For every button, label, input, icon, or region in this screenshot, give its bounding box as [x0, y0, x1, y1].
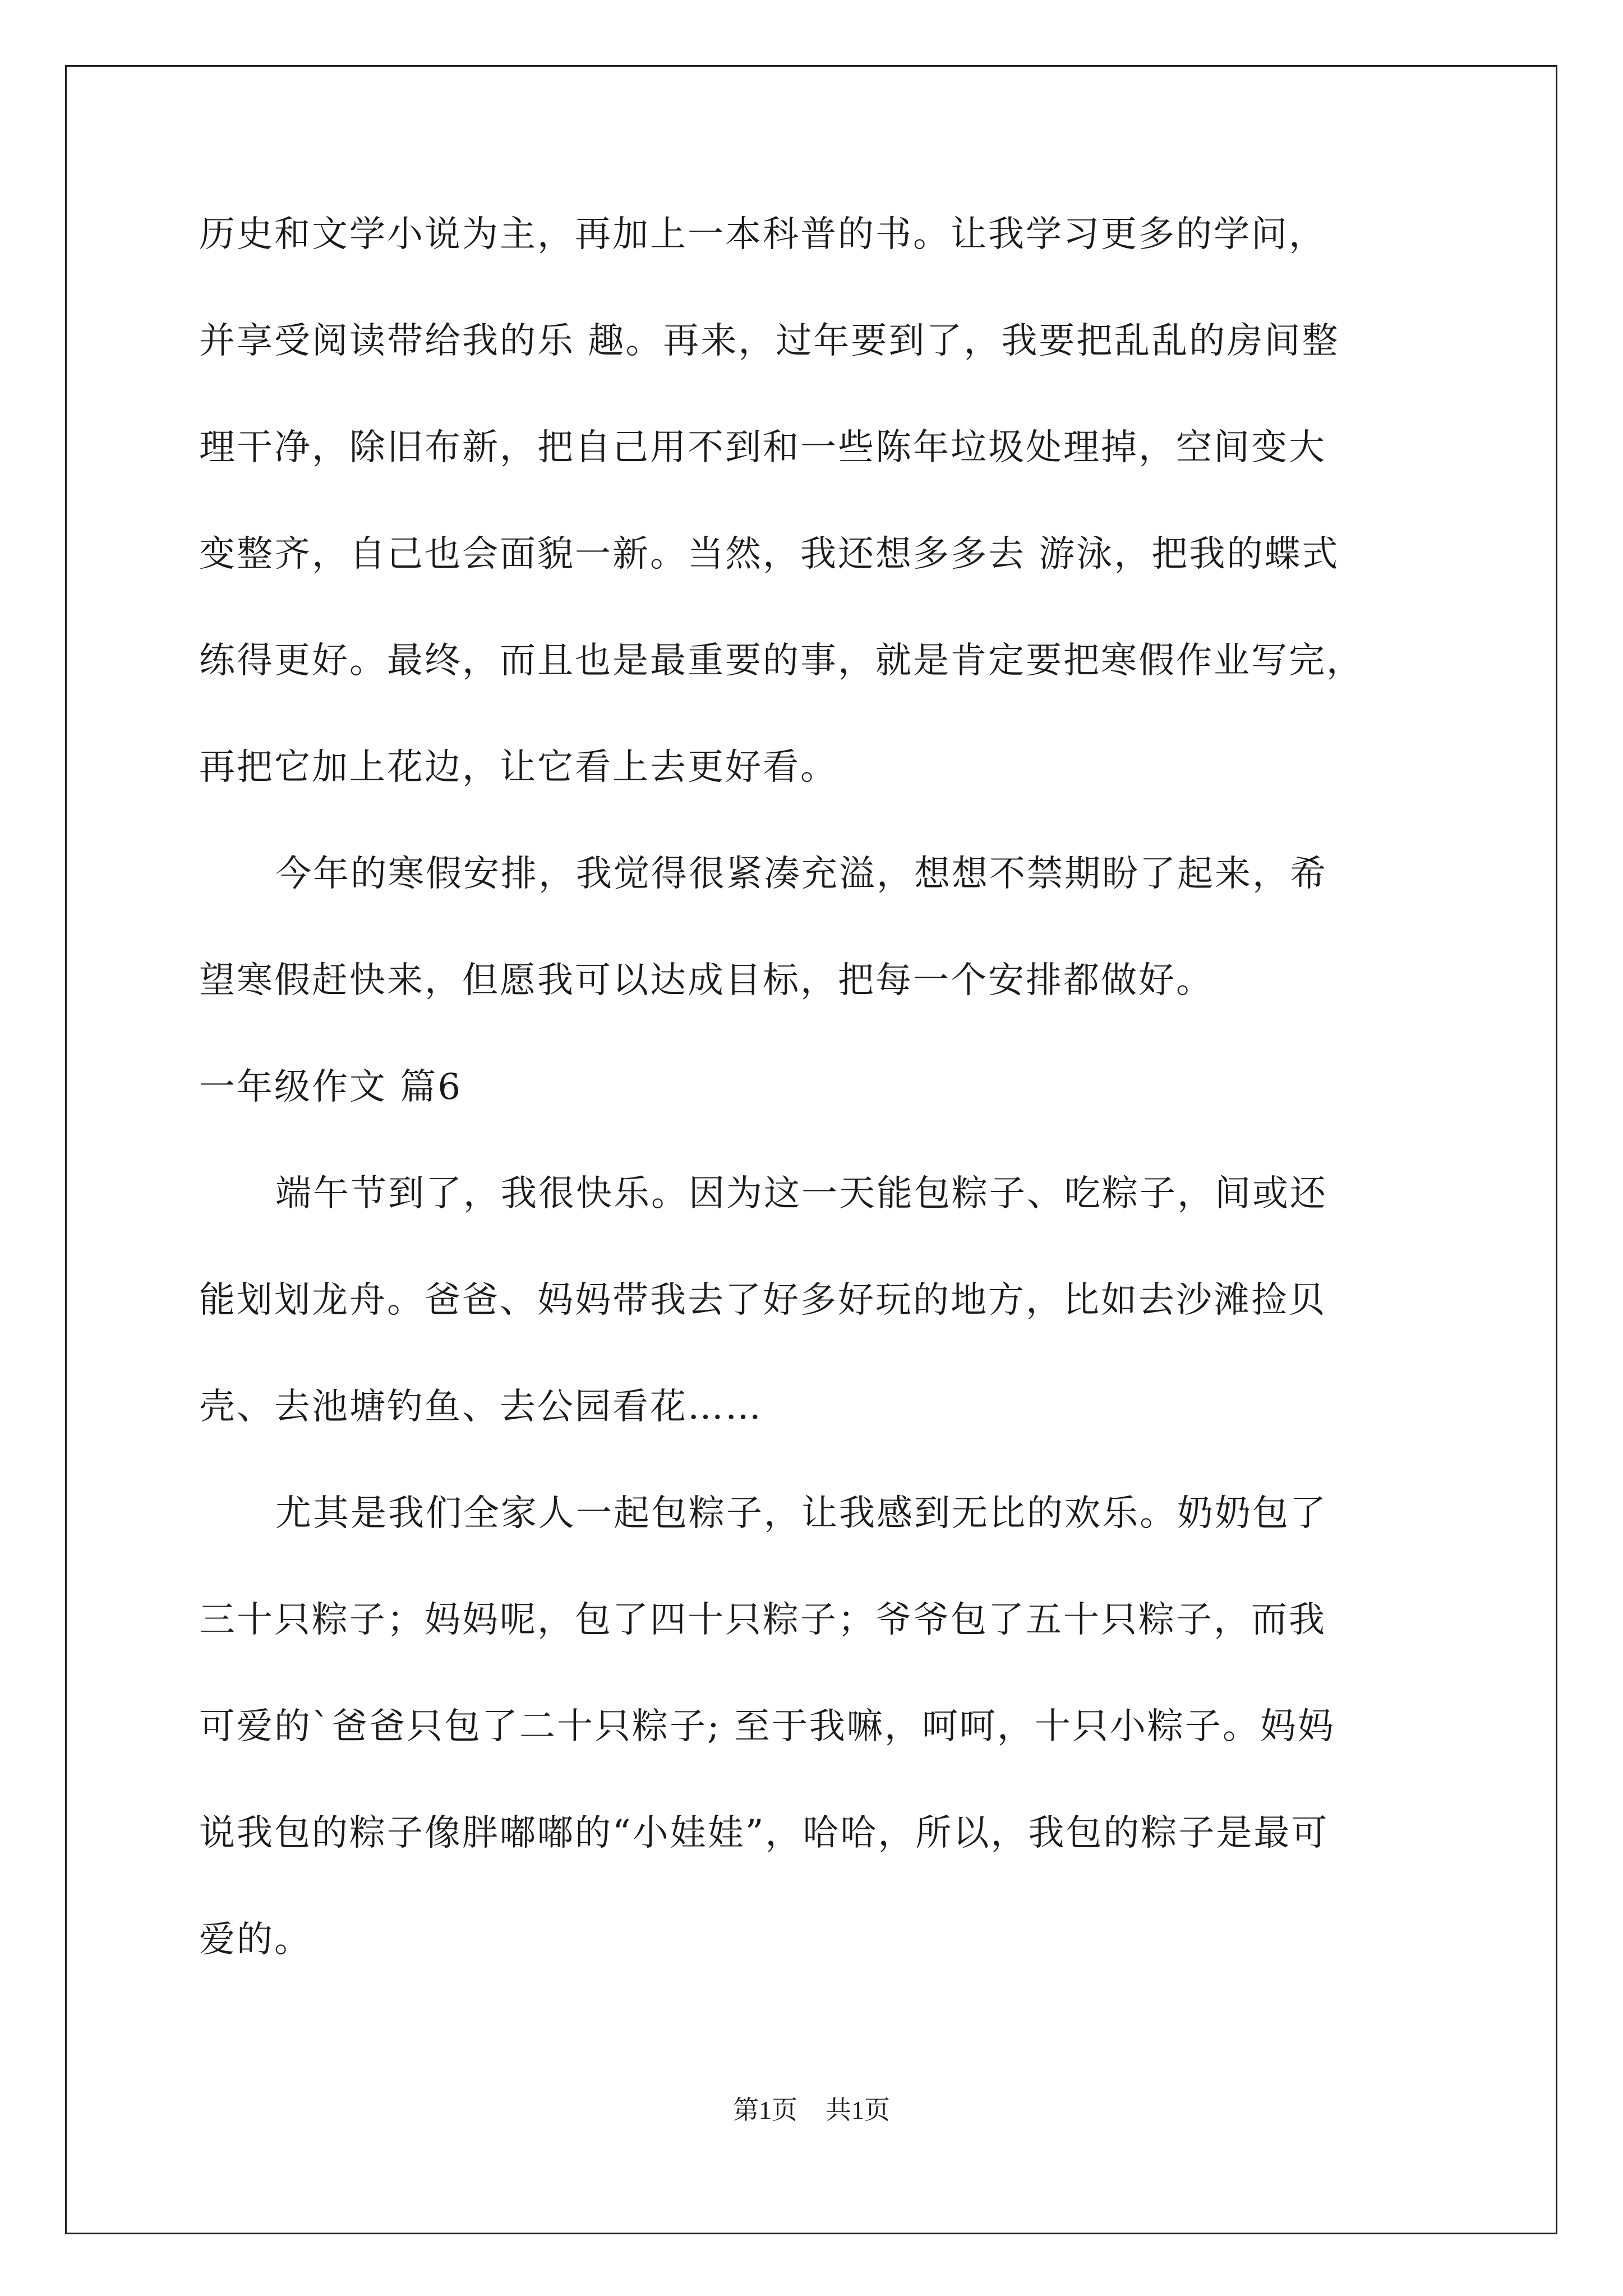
page-footer: [0, 2090, 1623, 2127]
paragraph-first-line: 今年的寒假安排，我觉得很紧凑充溢，想想不禁期盼了起来，希: [275, 853, 1327, 895]
text-line: 变整齐，自己也会面貌一新。当然，我还想多多去 游泳，把我的蝶式: [199, 533, 1340, 575]
document-body: [199, 208, 1455, 2019]
section-heading: 一年级作文 篇6: [199, 1066, 463, 1108]
text-line: 壳、去池塘钓鱼、去公园看花……: [199, 1386, 763, 1428]
page-number: 第1页: [733, 2096, 797, 2124]
text-line: 望寒假赶快来，但愿我可以达成目标，把每一个安排都做好。: [199, 960, 1214, 1001]
text-line: 并享受阅读带给我的乐 趣。再来，过年要到了，我要把乱乱的房间整: [199, 320, 1340, 362]
text-line: 爱的。: [199, 1919, 312, 1961]
text-line: 能划划龙舟。爸爸、妈妈带我去了好多好玩的地方，比如去沙滩捡贝: [199, 1280, 1326, 1321]
text-line: 可爱的`爸爸只包了二十只粽子; 至于我嘛，呵呵，十只小粽子。妈妈: [199, 1706, 1335, 1747]
page-total: 共1页: [826, 2096, 890, 2124]
text-line: 再把它加上花边，让它看上去更好看。: [199, 747, 838, 788]
text-line: 历史和文学小说为主，再加上一本科普的书。让我学习更多的学问，: [199, 214, 1326, 255]
paragraph-first-line: 端午节到了，我很快乐。因为这一天能包粽子、吃粽子，间或还: [275, 1173, 1327, 1214]
paragraph-first-line: 尤其是我们全家人一起包粽子，让我感到无比的欢乐。奶奶包了: [275, 1493, 1327, 1534]
text-line: 练得更好。最终，而且也是最重要的事，就是肯定要把寒假作业写完，: [199, 640, 1364, 682]
text-line: 三十只粽子；妈妈呢，包了四十只粽子；爷爷包了五十只粽子，而我: [199, 1599, 1326, 1641]
text-line: 理干净，除旧布新，把自己用不到和一些陈年垃圾处理掉，空间变大: [199, 427, 1326, 468]
text-line: 说我包的粽子像胖嘟嘟的“小娃娃”，哈哈，所以，我包的粽子是最可: [199, 1812, 1329, 1854]
